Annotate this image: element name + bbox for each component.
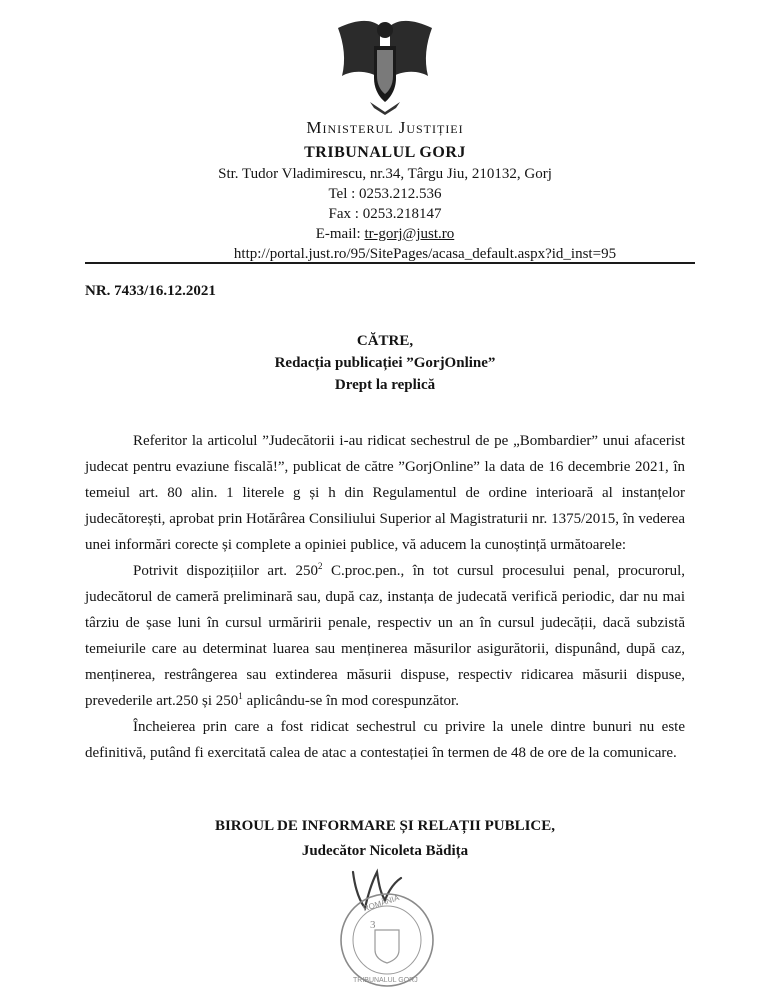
document-subject: Drept la replică	[334, 377, 436, 393]
official-stamp	[325, 860, 445, 990]
court-website-url: http://portal.just.ro/95/SitePages/acasa_default.aspx?id_inst=95	[233, 246, 617, 262]
reference-number: NR. 7433/16.12.2021	[85, 283, 216, 299]
court-email-line	[0, 224, 770, 244]
signature-office: BIROUL DE INFORMARE ȘI RELAȚII PUBLICE,	[214, 818, 556, 834]
stamp-number: 3	[370, 919, 376, 931]
email-label: E-mail:	[315, 226, 365, 242]
stamp-top-text: ROMÂNIA	[362, 893, 401, 914]
paragraph-3: Încheierea prin care a fost ridicat sechestrul cu privire la unele dintre bunuri nu este definitivă, putând fi exercitată calea de atac a contestației în termen de 48 de ore de la comunicare.	[85, 719, 685, 761]
court-phone: Tel : 0253.212.536	[328, 186, 442, 202]
court-name: TRIBUNALUL GORJ	[304, 144, 466, 161]
paragraph-2: Potrivit dispozițiilor art. $250^2$ C.proc.pen., în tot cursul procesului penal, procurorul, judecătorul de cameră preliminară sau, după caz, instanța de judecată verifică periodic, dar nu mai târziu de șase luni în cursul urmăririi penale, respectiv un an în cursul judecății, dacă subzistă temeiurile care au determinat luarea sau menținerea măsurilor asigurătorii, dispunând, după caz, menținerea, restrângerea sau extinderea măsurii dispuse, respectiv ridicarea măsurii dispuse, prevederile art.250 și $250^1$ aplicându-se în mod corespunzător.	[85, 561, 685, 709]
ministry-name: Ministerul Justiției	[306, 118, 464, 137]
court-fax: Fax : 0253.218147	[328, 206, 442, 222]
email-link[interactable]: tr-gorj@just.ro	[364, 226, 455, 242]
paragraph-1: Referitor la articolul ”Judecătorii i-au ridicat sechestrul de pe „Bombardier” unui afacerist judecat pentru evaziune fiscală!”, publicat de către ”GorjOnline” la data de 16 decembrie 2021, în temeiul art. 80 alin. 1 literele g și h din Regulamentul de ordine interioară al instanțelor judecătorești, aprobat prin Hotărârea Consiliului Superior al Magistraturii nr. 1375/2015, în vederea unei informări corecte și complete a opiniei publice, vă aducem la cunoștință următoarele:	[85, 433, 685, 553]
recipient-name: Redacția publicației ”GorjOnline”	[274, 355, 496, 371]
court-address: Str. Tudor Vladimirescu, nr.34, Târgu Jiu, 210132, Gorj	[218, 166, 552, 182]
signature-judge: Judecător Nicoleta Bădița	[301, 843, 469, 859]
recipient-heading: CĂTRE,	[356, 333, 414, 349]
coat-of-arms-emblem	[330, 18, 440, 116]
letter-body	[85, 428, 685, 766]
header-divider	[85, 262, 695, 264]
stamp-bottom-text: TRIBUNALUL GORJ	[353, 977, 418, 984]
